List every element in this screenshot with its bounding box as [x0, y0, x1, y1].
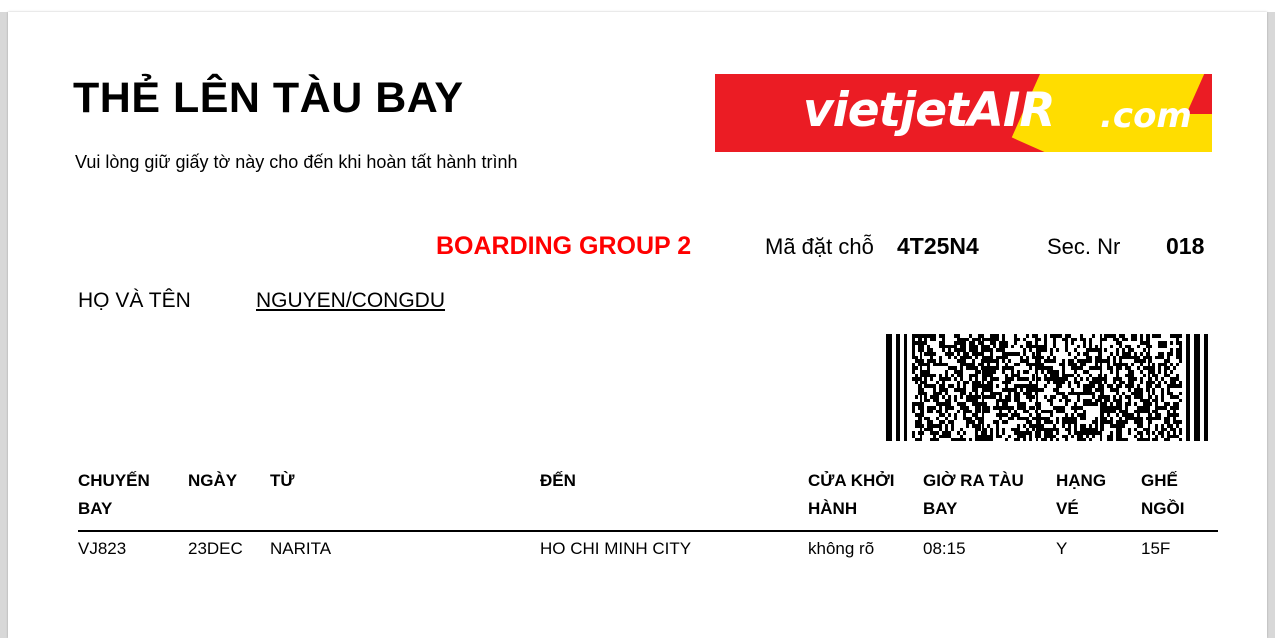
logo-brand-primary: vietjet	[803, 83, 968, 138]
logo-brand-text	[803, 83, 1055, 138]
boarding-pass-document	[8, 12, 1267, 638]
col-header-class-l2: VÉ	[1056, 499, 1079, 518]
col-header-class-l1: HẠNG	[1056, 471, 1107, 490]
boarding-group-label: BOARDING GROUP 2	[436, 232, 692, 260]
cell-to: HO CHI MINH CITY	[540, 539, 692, 558]
col-header-to: ĐẾN	[540, 471, 576, 490]
col-header-flight-l1: CHUYẾN	[78, 471, 150, 490]
vietjet-air-logo	[715, 74, 1212, 152]
page-title: THẺ LÊN TÀU BAY	[73, 74, 464, 122]
cell-flight: VJ823	[78, 539, 127, 558]
cell-seat: 15F	[1141, 539, 1171, 558]
sec-nr-label: Sec. Nr	[1047, 234, 1121, 259]
cell-date: 23DEC	[188, 539, 243, 558]
table-header-rule	[78, 530, 1218, 532]
cell-class: Y	[1056, 539, 1068, 558]
logo-brand-suffix: .com	[1100, 96, 1192, 136]
cell-from: NARITA	[270, 539, 332, 558]
cell-boarding-time: 08:15	[923, 539, 966, 558]
passenger-name-label: HỌ VÀ TÊN	[78, 289, 191, 312]
col-header-gate-l1: CỬA KHỞI	[808, 471, 895, 490]
sec-nr-value: 018	[1166, 233, 1205, 259]
pnr-value: 4T25N4	[897, 233, 979, 259]
barcode-icon	[886, 334, 1213, 441]
cell-gate: không rõ	[808, 539, 875, 558]
col-header-gate-l2: HÀNH	[808, 499, 858, 518]
pnr-label: Mã đặt chỗ	[765, 234, 874, 259]
col-header-date: NGÀY	[188, 471, 238, 490]
page-subtitle: Vui lòng giữ giấy tờ này cho đến khi hoàn tất hành trình	[75, 152, 518, 172]
col-header-boarding-time-l1: GIỜ RA TÀU	[923, 471, 1024, 490]
logo-brand-secondary: AIR	[967, 83, 1055, 138]
page-top-margin	[0, 0, 1275, 12]
col-header-from: TỪ	[270, 471, 295, 490]
col-header-boarding-time-l2: BAY	[923, 499, 958, 518]
col-header-flight-l2: BAY	[78, 499, 113, 518]
col-header-seat-l1: GHẾ	[1141, 471, 1178, 490]
col-header-seat-l2: NGỒI	[1141, 499, 1185, 518]
passenger-name-value: NGUYEN/CONGDU	[256, 289, 446, 312]
